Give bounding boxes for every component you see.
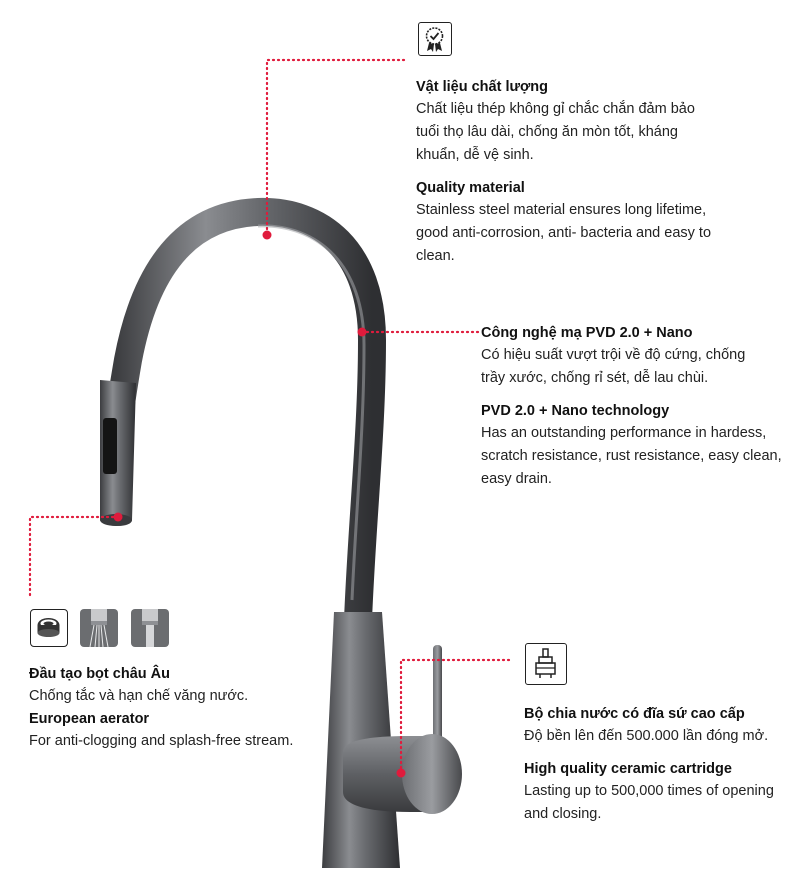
feature-quality <box>416 76 736 278</box>
spray-stream-icon <box>80 609 118 647</box>
quality-text-vi: Chất liệu thép không gỉ chắc chắn đảm bảo tuổi thọ lâu dài, chống ăn mòn tốt, kháng khuẩn, dễ vệ sinh. <box>416 101 695 163</box>
award-badge-icon <box>418 22 452 56</box>
quality-title-vi: Vật liệu chất lượng <box>416 79 548 95</box>
aerator-text-en: For anti-clogging and splash-free stream. <box>29 733 294 749</box>
cartridge-text-en: Lasting up to 500,000 times of opening and closing. <box>524 783 774 822</box>
cartridge-icon <box>525 643 567 685</box>
feature-pvd <box>481 322 786 501</box>
quality-text-en: Stainless steel material ensures long lifetime, good anti-corrosion, anti- bacteria and easy to clean. <box>416 202 712 264</box>
pvd-title-en: PVD 2.0 + Nano technology <box>481 403 670 419</box>
dot-aerator <box>114 513 123 522</box>
dot-quality <box>263 231 272 240</box>
aerator-head-icon <box>30 609 68 647</box>
dot-pvd <box>358 328 367 337</box>
spray-button <box>103 418 117 474</box>
cartridge-title-vi: Bộ chia nước có đĩa sứ cao cấp <box>524 706 745 722</box>
pvd-title-vi: Công nghệ mạ PVD 2.0 + Nano <box>481 325 693 341</box>
quality-title-en: Quality material <box>416 180 525 196</box>
aerator-text-vi: Chống tắc và hạn chế văng nước. <box>29 688 249 704</box>
aerator-title-en: European aerator <box>29 711 150 727</box>
faucet-neck <box>116 212 372 620</box>
handle-cap <box>402 734 462 814</box>
leader-aerator <box>30 517 118 596</box>
pvd-text-en: Has an outstanding performance in hardess, scratch resistance, rust resistance, easy clean, easy drain. <box>481 425 782 487</box>
cartridge-text-vi: Độ bền lên đến 500.000 lần đóng mở. <box>524 728 769 744</box>
cartridge-title-en: High quality ceramic cartridge <box>524 761 732 777</box>
dot-cartridge <box>397 769 406 778</box>
feature-cartridge <box>524 703 799 836</box>
aerator-title-vi: Đầu tạo bọt châu Âu <box>29 666 170 682</box>
pvd-text-vi: Có hiệu suất vượt trội về độ cứng, chống trầy xước, chống rỉ sét, dễ lau chùi. <box>481 347 746 386</box>
straight-stream-icon <box>131 609 169 647</box>
feature-aerator <box>29 663 329 763</box>
